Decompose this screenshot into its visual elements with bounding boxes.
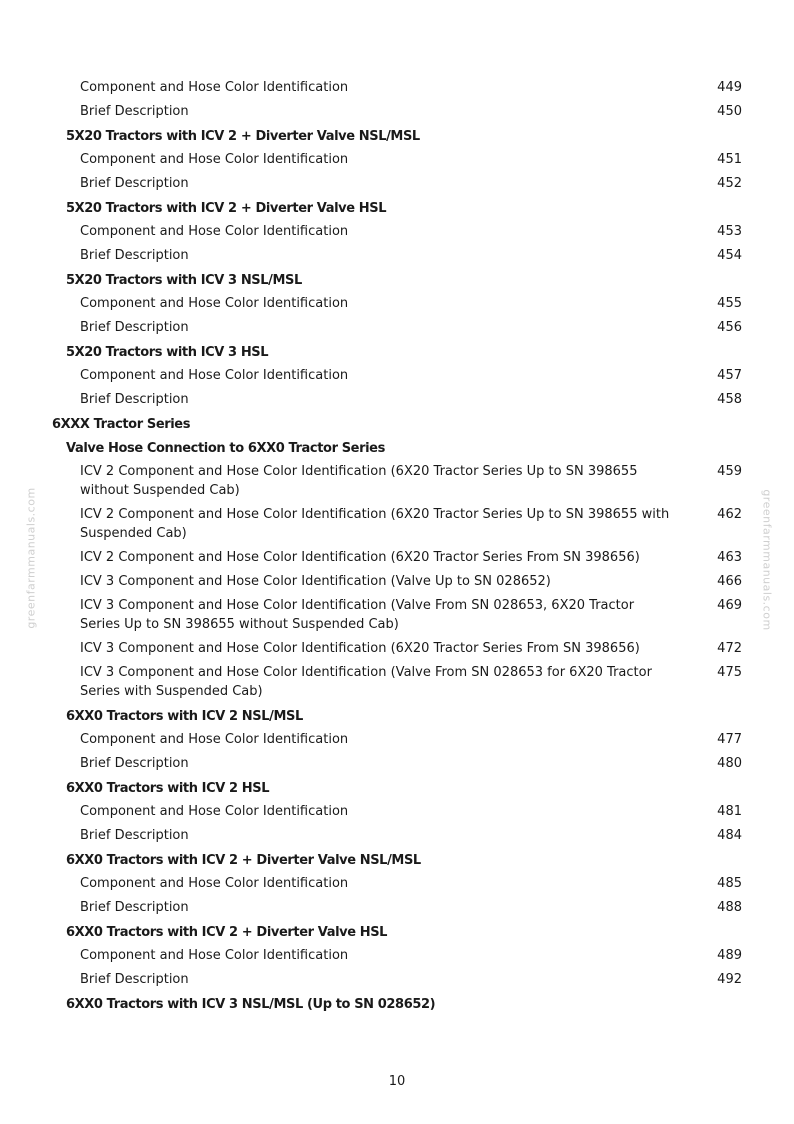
- toc-entry-title: Component and Hose Color Identification: [80, 152, 349, 167]
- toc-subsection[interactable]: [0, 993, 794, 1017]
- toc-entry[interactable]: [0, 638, 794, 662]
- toc-entry[interactable]: [0, 173, 794, 197]
- toc-section[interactable]: [0, 413, 794, 437]
- toc-entry-title: 6XXX Tractor Series: [52, 417, 191, 432]
- toc-entry-page: 492: [717, 972, 742, 987]
- toc-entry-title: Component and Hose Color Identification: [80, 80, 349, 95]
- toc-entry-title: Brief Description: [80, 900, 189, 915]
- toc-entry[interactable]: [0, 221, 794, 245]
- toc-entry-page: 477: [717, 732, 742, 747]
- toc-entry[interactable]: [0, 969, 794, 993]
- toc-entry[interactable]: [0, 365, 794, 389]
- toc-entry[interactable]: [0, 873, 794, 897]
- toc-subsection[interactable]: [0, 849, 794, 873]
- toc-entry-page: 452: [717, 176, 742, 191]
- toc-entry[interactable]: [0, 293, 794, 317]
- toc-entry-page: 462: [717, 507, 742, 522]
- toc-subsection[interactable]: [0, 269, 794, 293]
- toc-entry-title: ICV 3 Component and Hose Color Identification (Valve From SN 028653 for 6X20 Tractor Series with Suspended Cab): [80, 665, 652, 699]
- toc-entry-title: Component and Hose Color Identification: [80, 948, 349, 963]
- toc-entry[interactable]: [0, 825, 794, 849]
- toc-subsection[interactable]: [0, 777, 794, 801]
- toc-entry-page: 469: [717, 598, 742, 613]
- toc-subsection[interactable]: [0, 921, 794, 945]
- toc-entry-page: 472: [717, 641, 742, 656]
- toc-entry-title: ICV 3 Component and Hose Color Identification (6X20 Tractor Series From SN 398656): [80, 641, 640, 656]
- toc-entry[interactable]: [0, 729, 794, 753]
- toc-subsection[interactable]: [0, 437, 794, 461]
- toc-entry-title: Component and Hose Color Identification: [80, 296, 349, 311]
- toc-subsection[interactable]: [0, 125, 794, 149]
- toc-entry-page: 458: [717, 392, 742, 407]
- toc-entry-title: Component and Hose Color Identification: [80, 876, 349, 891]
- toc-entry[interactable]: [0, 149, 794, 173]
- toc-entry-title: Component and Hose Color Identification: [80, 804, 349, 819]
- toc-entry[interactable]: [0, 245, 794, 269]
- page-number: 10: [388, 1074, 406, 1089]
- toc-entry[interactable]: [0, 945, 794, 969]
- toc-entry[interactable]: [0, 753, 794, 777]
- toc-entry-page: 453: [717, 224, 742, 239]
- toc-entry-page: 484: [717, 828, 742, 843]
- toc-entry-page: 488: [717, 900, 742, 915]
- watermark-left: greenfarmmanuals.com: [24, 487, 38, 629]
- toc-entry[interactable]: [0, 595, 794, 638]
- toc-entry-title: Brief Description: [80, 320, 189, 335]
- toc-entry-title: 5X20 Tractors with ICV 3 NSL/MSL: [66, 273, 302, 288]
- toc-entry-page: 451: [717, 152, 742, 167]
- toc-entry-title: Component and Hose Color Identification: [80, 368, 349, 383]
- toc-entry-title: Brief Description: [80, 828, 189, 843]
- toc-entry-title: Brief Description: [80, 392, 189, 407]
- toc-entry-title: ICV 2 Component and Hose Color Identification (6X20 Tractor Series Up to SN 398655 with Suspended Cab): [80, 507, 670, 541]
- toc-entry-title: ICV 3 Component and Hose Color Identification (Valve Up to SN 028652): [80, 574, 551, 589]
- toc-entry-title: ICV 2 Component and Hose Color Identification (6X20 Tractor Series From SN 398656): [80, 550, 640, 565]
- toc-entry-title: 5X20 Tractors with ICV 2 + Diverter Valve NSL/MSL: [66, 129, 420, 144]
- toc-subsection[interactable]: [0, 705, 794, 729]
- toc-entry-page: 489: [717, 948, 742, 963]
- toc-entry-title: Brief Description: [80, 104, 189, 119]
- toc-entry-title: Brief Description: [80, 972, 189, 987]
- toc-entry[interactable]: [0, 547, 794, 571]
- toc-entry-title: ICV 2 Component and Hose Color Identification (6X20 Tractor Series Up to SN 398655 without Suspended Cab): [80, 464, 638, 498]
- watermark-right: greenfarmmanuals.com: [760, 489, 774, 631]
- toc-entry-title: 5X20 Tractors with ICV 3 HSL: [66, 345, 269, 360]
- toc-entry[interactable]: [0, 101, 794, 125]
- toc-entry-title: Component and Hose Color Identification: [80, 224, 349, 239]
- toc-entry-page: 481: [717, 804, 742, 819]
- toc-entry-title: Brief Description: [80, 176, 189, 191]
- toc-entry[interactable]: [0, 461, 794, 504]
- toc-entry-title: Valve Hose Connection to 6XX0 Tractor Series: [66, 441, 385, 456]
- toc-entry-title: 5X20 Tractors with ICV 2 + Diverter Valve HSL: [66, 201, 387, 216]
- toc-entry-page: 457: [717, 368, 742, 383]
- toc-entry-page: 466: [717, 574, 742, 589]
- table-of-contents: [0, 77, 794, 1017]
- toc-entry-page: 449: [717, 80, 742, 95]
- toc-entry-page: 455: [717, 296, 742, 311]
- toc-entry[interactable]: [0, 801, 794, 825]
- toc-entry-title: Component and Hose Color Identification: [80, 732, 349, 747]
- toc-subsection[interactable]: [0, 341, 794, 365]
- toc-entry-page: 459: [717, 464, 742, 479]
- toc-entry-page: 485: [717, 876, 742, 891]
- toc-entry[interactable]: [0, 389, 794, 413]
- toc-entry-title: ICV 3 Component and Hose Color Identification (Valve From SN 028653, 6X20 Tractor Series Up to SN 398655 without Suspended Cab): [80, 598, 635, 632]
- toc-entry-page: 456: [717, 320, 742, 335]
- toc-entry-title: Brief Description: [80, 756, 189, 771]
- toc-entry-page: 450: [717, 104, 742, 119]
- toc-entry-page: 454: [717, 248, 742, 263]
- toc-entry-page: 463: [717, 550, 742, 565]
- toc-entry-title: 6XX0 Tractors with ICV 3 NSL/MSL (Up to SN 028652): [66, 997, 436, 1012]
- toc-entry[interactable]: [0, 662, 794, 705]
- toc-entry[interactable]: [0, 317, 794, 341]
- toc-entry-title: 6XX0 Tractors with ICV 2 + Diverter Valve NSL/MSL: [66, 853, 421, 868]
- toc-entry-page: 475: [717, 665, 742, 680]
- toc-entry[interactable]: [0, 571, 794, 595]
- toc-entry-title: 6XX0 Tractors with ICV 2 + Diverter Valve HSL: [66, 925, 388, 940]
- toc-subsection[interactable]: [0, 197, 794, 221]
- toc-entry-title: Brief Description: [80, 248, 189, 263]
- toc-entry[interactable]: [0, 77, 794, 101]
- toc-entry-title: 6XX0 Tractors with ICV 2 NSL/MSL: [66, 709, 303, 724]
- toc-entry-title: 6XX0 Tractors with ICV 2 HSL: [66, 781, 270, 796]
- toc-entry[interactable]: [0, 897, 794, 921]
- toc-entry-page: 480: [717, 756, 742, 771]
- toc-entry[interactable]: [0, 504, 794, 547]
